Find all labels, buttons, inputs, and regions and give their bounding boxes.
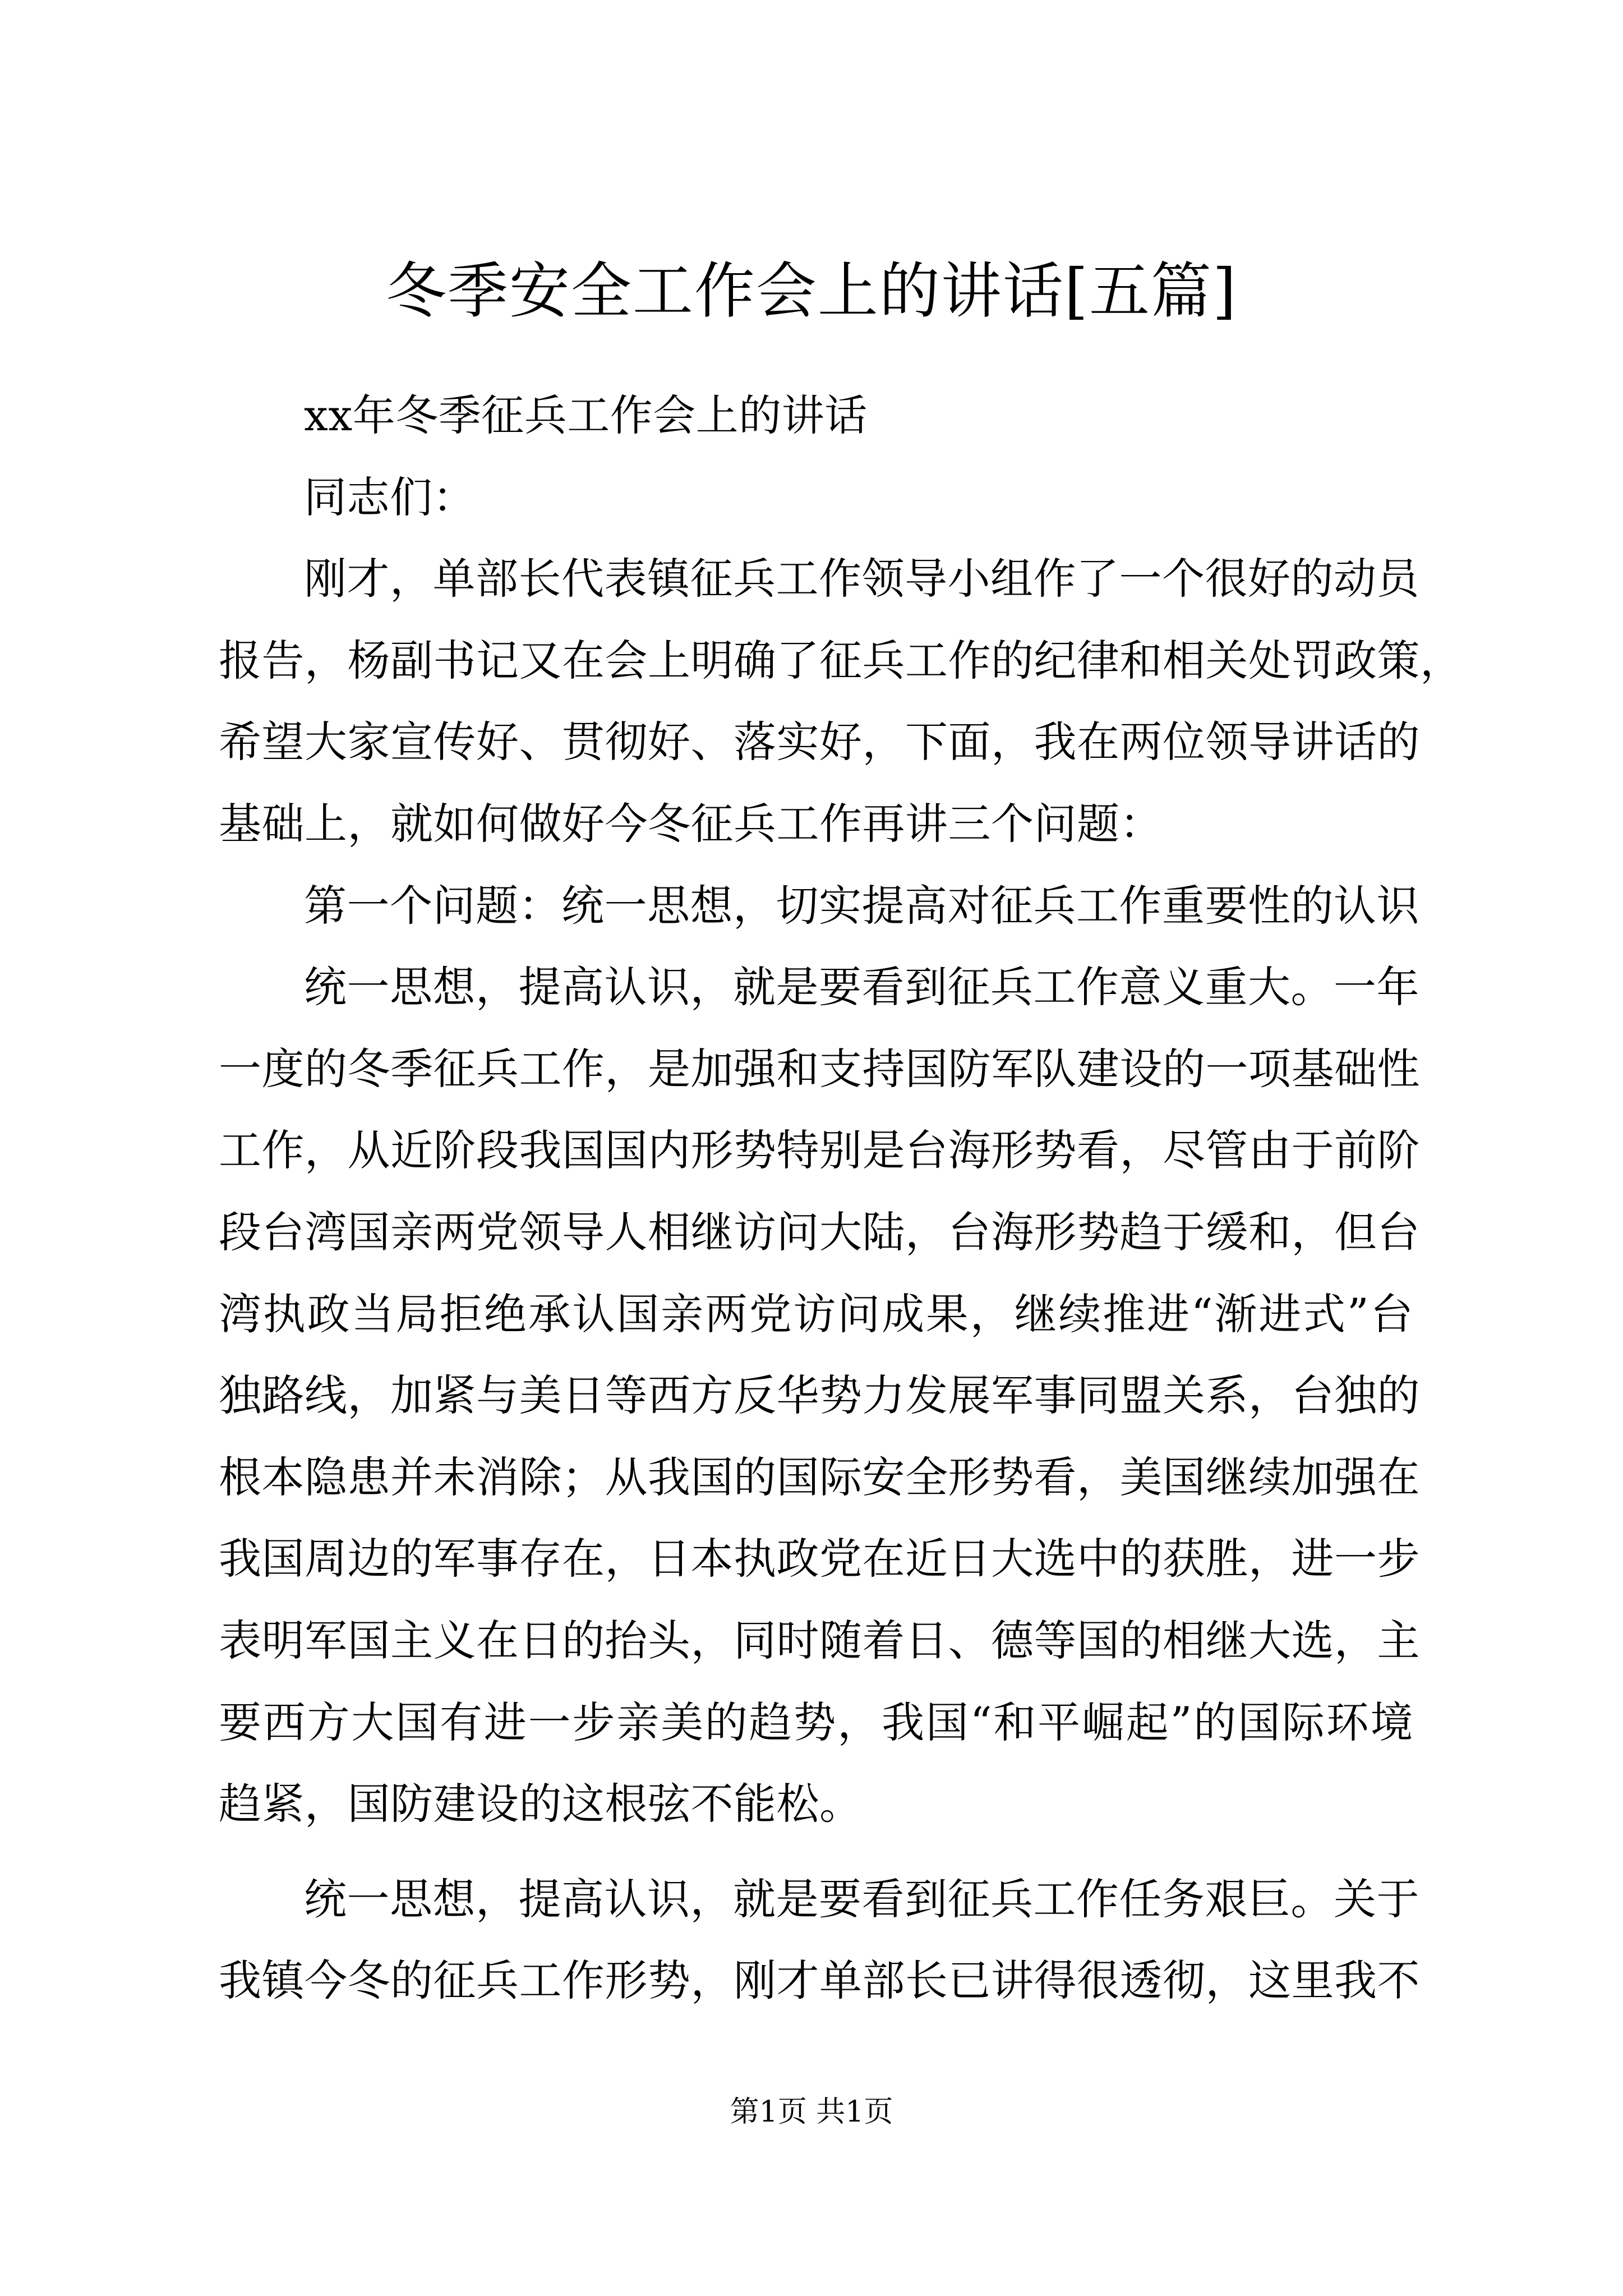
paragraph-line: 段台湾国亲两党领导人相继访问大陆，台海形势趋于缓和，但台 — [219, 1207, 1420, 1257]
paragraph-line: 湾执政当局拒绝承认国亲两党访问成果，继续推进“渐进式”台 — [219, 1289, 1413, 1339]
page-footer: 第1页 共1页 — [730, 2095, 893, 2129]
paragraph-line: 希望大家宣传好、贯彻好、落实好，下面，我在两位领导讲话的 — [219, 717, 1420, 767]
paragraph-line: 基础上，就如何做好今冬征兵工作再讲三个问题： — [219, 798, 1163, 849]
document-body — [219, 375, 1463, 2022]
paragraph-line: 趋紧，国防建设的这根弦不能松。 — [219, 1779, 863, 1829]
paragraph-line: 我镇今冬的征兵工作形势，刚才单部长已讲得很透彻，这里我不 — [219, 1955, 1420, 2006]
paragraph-line: 工作，从近阶段我国国内形势特别是台海形势看，尽管由于前阶 — [219, 1125, 1420, 1176]
paragraph-line: 刚才，单部长代表镇征兵工作领导小组作了一个很好的动员 — [304, 554, 1419, 604]
paragraph-line: 表明军国主义在日的抬头，同时随着日、德等国的相继大选，主 — [219, 1615, 1420, 1665]
paragraph-gap — [219, 1845, 1413, 1858]
salutation-line: 同志们： — [304, 472, 476, 522]
paragraph-2 — [219, 946, 1420, 1845]
paragraph-line: 根本隐患并未消除；从我国的国际安全形势看，美国继续加强在 — [219, 1452, 1420, 1502]
subtitle-line: xx年冬季征兵工作会上的讲话 — [304, 390, 868, 440]
section-heading: 第一个问题：统一思想，切实提高对征兵工作重要性的认识 — [304, 880, 1419, 931]
paragraph-3 — [219, 1858, 1420, 2022]
paragraph-line: 统一思想，提高认识，就是要看到征兵工作任务艰巨。关于 — [304, 1874, 1419, 1924]
paragraph-line: 独路线，加紧与美日等西方反华势力发展军事同盟关系，台独的 — [219, 1370, 1420, 1421]
paragraph-line: 一度的冬季征兵工作，是加强和支持国防军队建设的一项基础性 — [219, 1043, 1420, 1094]
paragraph-line: 统一思想，提高认识，就是要看到征兵工作意义重大。一年 — [304, 962, 1419, 1013]
paragraph-line: 要西方大国有进一步亲美的趋势，我国“和平崛起”的国际环境 — [219, 1697, 1413, 1747]
paragraph-line: 报告，杨副书记又在会上明确了征兵工作的纪律和相关处罚政策， — [219, 635, 1463, 685]
paragraph-1 — [219, 538, 1463, 864]
document-title: 冬季安全工作会上的讲话[五篇] — [385, 256, 1238, 326]
paragraph-line: 我国周边的军事存在，日本执政党在近日大选中的获胜，进一步 — [219, 1534, 1420, 1584]
